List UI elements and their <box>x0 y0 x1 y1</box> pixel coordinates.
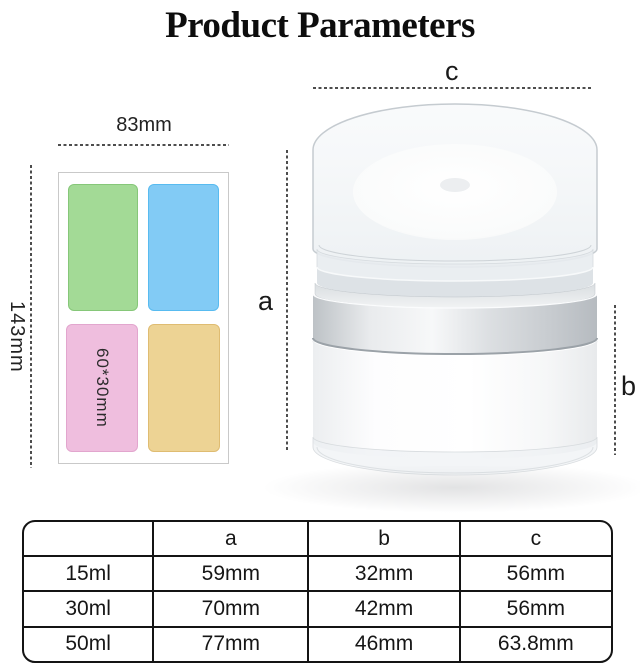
table-row <box>24 591 611 626</box>
size-table <box>22 520 613 663</box>
jar-dim-c-label: c <box>445 56 459 86</box>
cell-c: 63.8mm <box>497 632 574 656</box>
sticker-blue <box>148 184 219 311</box>
sheet-height-dashed-line <box>30 165 32 468</box>
jar-dim-b-label: b <box>621 371 637 401</box>
page-title: Product Parameters <box>165 5 475 46</box>
jar-dim-b-dashed-line <box>614 305 616 455</box>
jar-dim-c-dashed-line <box>313 87 593 89</box>
cell-c: 56mm <box>460 591 611 626</box>
cell-b: 42mm <box>308 591 459 626</box>
cell-volume: 30ml <box>24 591 153 626</box>
sheet-width-label: 83mm <box>116 114 172 136</box>
sticker-green <box>68 184 138 311</box>
cell-volume: 50ml <box>24 627 153 661</box>
airless-pump-jar-image <box>303 95 607 493</box>
label-sheet <box>58 172 229 464</box>
header-c: c <box>460 522 611 556</box>
jar-dim-a-dashed-line <box>286 150 288 450</box>
cell-b: 32mm <box>308 556 459 591</box>
sheet-height-label: 143mm <box>6 301 28 373</box>
cell-b: 46mm <box>308 627 459 661</box>
table-header-row <box>24 522 611 556</box>
cell-a: 77mm <box>153 627 308 661</box>
cell-volume: 15ml <box>24 556 153 591</box>
jar-dim-a-label: a <box>258 286 274 316</box>
sticker-yellow <box>148 324 220 452</box>
header-volume <box>24 522 153 556</box>
table-row <box>24 627 611 661</box>
sticker-size-label: 60*30mm <box>93 348 112 428</box>
cell-a: 70mm <box>153 591 308 626</box>
header-a: a <box>153 522 308 556</box>
cell-c: 56mm <box>460 556 611 591</box>
sheet-width-dashed-line <box>58 144 229 146</box>
table-row <box>24 556 611 591</box>
sticker-pink <box>66 324 138 452</box>
cell-a: 59mm <box>153 556 308 591</box>
header-b: b <box>308 522 459 556</box>
